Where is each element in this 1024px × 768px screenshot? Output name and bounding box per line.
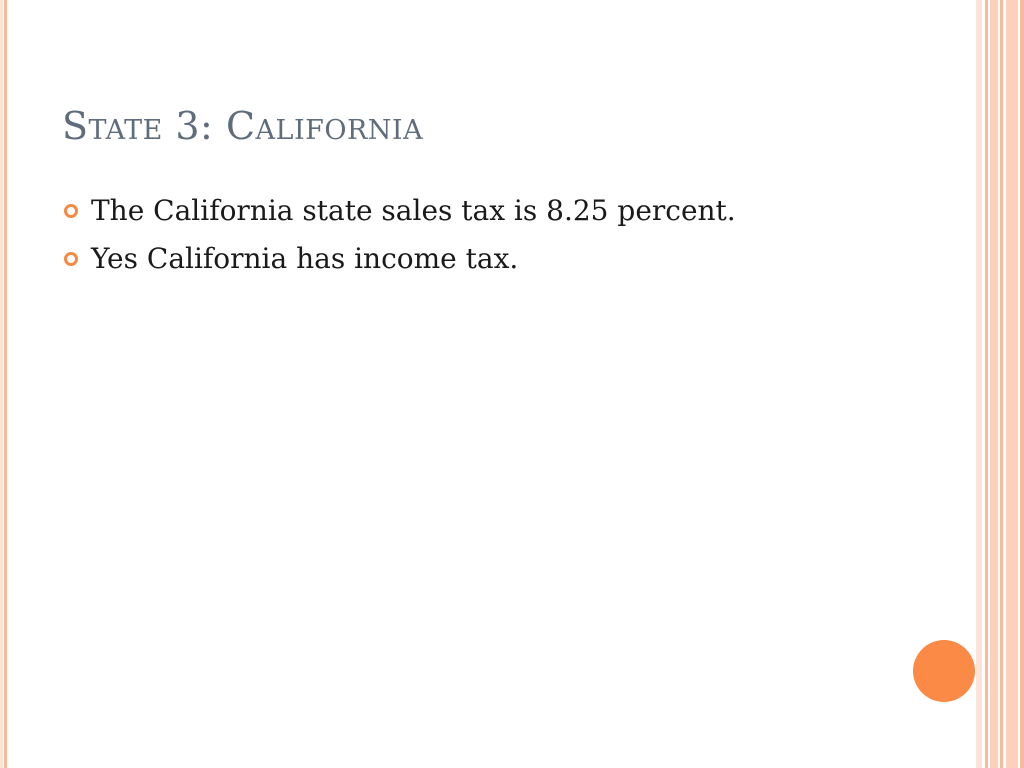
left-border-decoration [0, 0, 10, 768]
right-border-decoration [976, 0, 1024, 768]
slide-title: State 3: California [62, 104, 424, 148]
bullet-ring-icon [64, 252, 78, 266]
bullet-text: The California state sales tax is 8.25 percent. [91, 193, 736, 227]
list-item [64, 186, 736, 234]
accent-circle [913, 640, 975, 702]
list-item [64, 234, 736, 282]
bullet-ring-icon [64, 204, 78, 218]
bullet-text: Yes California has income tax. [91, 241, 519, 275]
bullet-list [64, 186, 736, 282]
